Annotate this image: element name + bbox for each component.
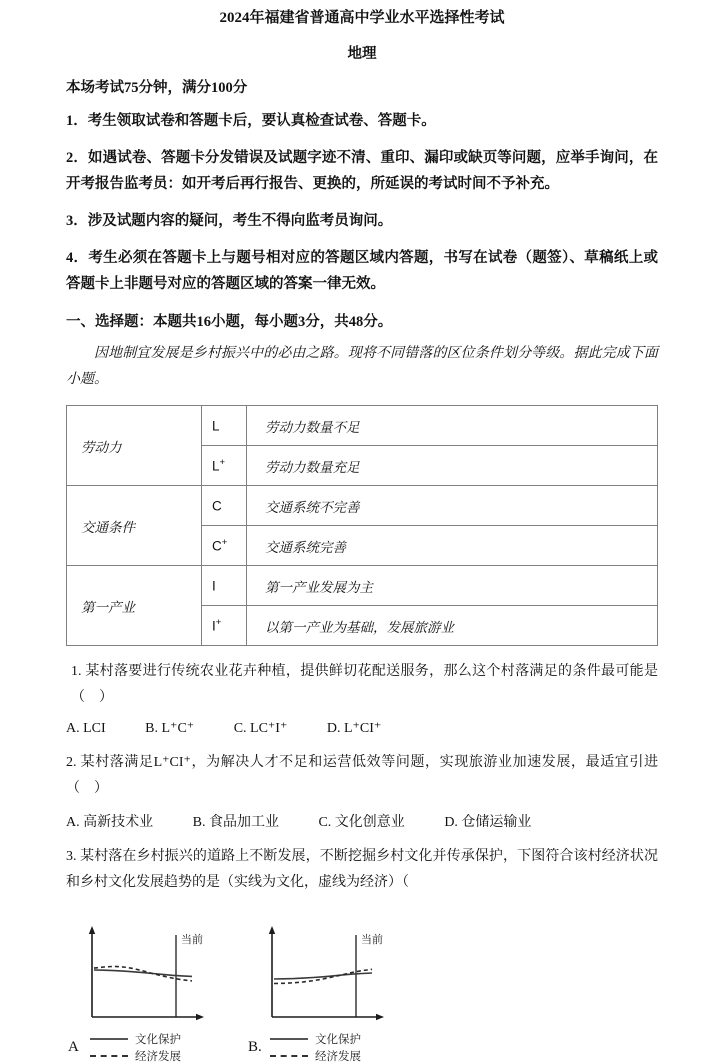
legend-row: [270, 1047, 422, 1064]
table-cell-code: [202, 526, 247, 566]
table-row: [67, 486, 658, 526]
current-marker-label: 当前: [181, 934, 203, 946]
condition-table: [66, 405, 658, 646]
page-title: 2024年福建省普通高中学业水平选择性考试: [219, 10, 505, 26]
question-1-options: [66, 720, 658, 737]
table-cell-desc: 交通系统完善: [247, 526, 658, 566]
figure-a-label: A: [68, 1038, 79, 1055]
current-marker-label: 当前: [361, 934, 383, 946]
option-d: D. 仓储运输业: [444, 815, 532, 830]
question-3-figures: [66, 922, 658, 1064]
figure-a-legend: [90, 1030, 242, 1064]
question-2-stem: 2. 某村落满足L⁺CI⁺，为解决人才不足和运营低效等问题，实现旅游业加速发展，最适宜引进（ ）: [66, 755, 658, 796]
option-c: C. 文化创意业: [318, 815, 405, 830]
table-cell-desc: 劳动力数量不足: [247, 406, 658, 446]
instruction-4: 4．考生必须在答题卡上与题号相对应的答题区域内答题，书写在试卷（题签）、草稿纸上或答题卡上非题号对应的答题区域的答案一律无效。: [66, 250, 658, 292]
instruction-3: 3．涉及试题内容的疑问，考生不得向监考员询问。: [66, 213, 393, 229]
legend-label: 文化保护: [315, 1033, 361, 1046]
option-d: D. L⁺CI⁺: [326, 721, 382, 736]
legend-row: [90, 1047, 242, 1064]
table-cell-category: 交通条件: [67, 486, 202, 566]
figure-b-legend: [270, 1030, 422, 1064]
legend-row: [90, 1030, 242, 1047]
option-b: B. 食品加工业: [192, 815, 279, 830]
y-axis-arrow-icon: [269, 926, 275, 934]
figure-option-a: [66, 922, 242, 1064]
table-cell-category: 第一产业: [67, 566, 202, 646]
dashed-line-sample-icon: [90, 1055, 128, 1057]
dashed-line-sample-icon: [270, 1055, 308, 1057]
option-a: A. LCI: [66, 721, 106, 736]
code-sup: +: [221, 537, 228, 549]
question-2-options: [66, 811, 658, 831]
trend-chart-b: [246, 922, 422, 1028]
figure-b-label: B.: [248, 1038, 262, 1055]
table-cell-desc: 交通系统不完善: [247, 486, 658, 526]
instruction-1: 1．考生领取试卷和答题卡后，要认真检查试卷、答题卡。: [66, 113, 436, 129]
table-row: [67, 566, 658, 606]
x-axis-arrow-icon: [196, 1014, 204, 1020]
table-cell-code: [202, 406, 247, 446]
question-3-stem: 3. 某村落在乡村振兴的道路上不断发展，不断挖掘乡村文化并传承保护，下图符合该村经济状况和乡村文化发展趋势的是（实线为文化，虚线为经济）（: [66, 849, 658, 890]
code-letter: L: [212, 418, 220, 434]
solid-line-sample-icon: [270, 1038, 308, 1040]
economy-line: [94, 966, 192, 981]
option-a: A. 高新技术业: [66, 815, 154, 830]
culture-line: [274, 973, 372, 979]
legend-row: [270, 1030, 422, 1047]
question-1-stem: 1. 某村落要进行传统农业花卉种植，提供鲜切花配送服务，那么这个村落满足的条件最可能是（ ）: [71, 664, 658, 705]
code-letter: C: [212, 498, 222, 514]
subject-title: 地理: [347, 46, 377, 62]
table-row: [67, 406, 658, 446]
option-b: B. L⁺C⁺: [145, 721, 195, 736]
code-letter: C: [212, 538, 222, 554]
legend-label: 文化保护: [135, 1033, 181, 1046]
passage-text: 因地制宜发展是乡村振兴中的必由之路。现将不同错落的区位条件划分等级。据此完成下面小题。: [66, 346, 658, 387]
table-cell-desc: 劳动力数量充足: [247, 446, 658, 486]
instruction-2: 2．如遇试卷、答题卡分发错误及试题字迹不清、重印、漏印或缺页等问题，应举手询问，在开考报告监考员：如开考后再行报告、更换的，所延误的考试时间不予补充。: [66, 150, 658, 192]
table-cell-code: [202, 446, 247, 486]
code-letter: L: [212, 458, 220, 474]
table-cell-desc: 第一产业发展为主: [247, 566, 658, 606]
y-axis-arrow-icon: [89, 926, 95, 934]
x-axis-arrow-icon: [376, 1014, 384, 1020]
legend-label: 经济发展: [135, 1050, 181, 1063]
figure-option-b: [246, 922, 422, 1064]
code-letter: I: [212, 578, 216, 594]
code-sup: +: [215, 617, 222, 629]
code-letter: I: [212, 618, 216, 634]
section-header: 一、选择题：本题共16小题，每小题3分，共48分。: [66, 314, 393, 330]
table-cell-code: [202, 566, 247, 606]
figure-a-footer: [66, 1030, 242, 1064]
figure-b-footer: [246, 1030, 422, 1064]
table-cell-desc: 以第一产业为基础，发展旅游业: [247, 606, 658, 646]
trend-chart-a: [66, 922, 242, 1028]
session-info: 本场考试75分钟，满分100分: [66, 80, 248, 96]
option-c: C. LC⁺I⁺: [233, 721, 288, 736]
legend-label: 经济发展: [315, 1050, 361, 1063]
table-cell-category: 劳动力: [67, 406, 202, 486]
table-cell-code: [202, 606, 247, 646]
table-cell-code: [202, 486, 247, 526]
solid-line-sample-icon: [90, 1038, 128, 1040]
code-sup: +: [219, 457, 226, 469]
